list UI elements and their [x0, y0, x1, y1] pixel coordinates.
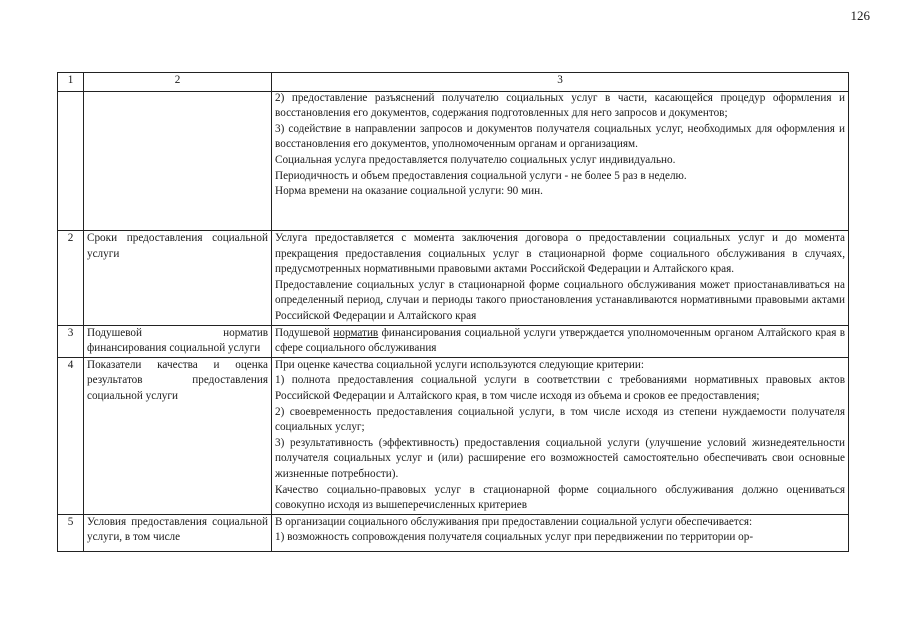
content-paragraph: 2) предоставление разъяснений получателю социальных услуг в части, касающейся процедур оформления и восстановления его документов, содержания подготовленных для него запросов и документов; [275, 91, 845, 120]
text-fragment: финансирования социальной услуги утверждается уполномоченным органом Алтайского края в сфере социального обслуживания [275, 326, 845, 355]
header-col-1: 1 [58, 73, 84, 92]
table-row [58, 325, 849, 357]
table-row [58, 357, 849, 514]
row-content [272, 514, 849, 551]
row-number: 4 [58, 357, 84, 514]
table-header-row [58, 73, 849, 92]
content-paragraph: Социальная услуга предоставляется получателю социальных услуг индивидуально. [275, 153, 676, 166]
page-number: 126 [850, 8, 870, 23]
service-table [57, 72, 849, 552]
row-title: Показатели качества и оценка результатов предоставления социальной услуги [84, 357, 272, 514]
content-paragraph: Предоставление социальных услуг в стационарной форме социального обслуживания может приостанавливаться на определенный период, случаи и периоды такого приостановления устанавливаются нормативными правовыми актами Российской Федерации и Алтайского края [275, 278, 845, 322]
table-row [58, 231, 849, 326]
header-col-2: 2 [84, 73, 272, 92]
row-number: 3 [58, 325, 84, 357]
content-paragraph: В организации социального обслуживания при предоставлении социальной услуги обеспечивается: [275, 515, 753, 528]
content-paragraph: 2) своевременность предоставления социальной услуги, в том числе исходя из степени нуждаемости получателя социальных услуг; [275, 405, 845, 434]
content-paragraph: 1) возможность сопровождения получателя социальных услуг при передвижении по территории ор- [275, 531, 754, 544]
row-number: 2 [58, 231, 84, 326]
row-content [272, 357, 849, 514]
row-title-text: Условия предоставления социальной услуги, в том числе [87, 515, 268, 544]
row-content [272, 325, 849, 357]
row-title [84, 92, 272, 231]
content-paragraph: Качество социально-правовых услуг в стационарной форме социального обслуживания должно оцениваться совокупно исходя из вышеперечисленных критериев [275, 483, 845, 512]
row-title: Сроки предоставления социальной услуги [84, 231, 272, 326]
row-number: 5 [58, 514, 84, 551]
row-content [272, 231, 849, 326]
row-number [58, 92, 84, 231]
table-row [58, 514, 849, 551]
content-paragraph: При оценке качества социальной услуги используются следующие критерии: [275, 358, 644, 371]
content-paragraph: 3) содействие в направлении запросов и документов получателя социальных услуг, необходимых для оформления и восстановления его документов, уполномоченным органам и организациям. [275, 122, 845, 151]
row-title [84, 514, 272, 551]
content-paragraph: 3) результативность (эффективность) предоставления социальной услуги (улучшение условий жизнедеятельности получателя социальных услуг и (или) расширение его возможностей самостоятельно обеспечивать свои основные жизненные потребности). [275, 436, 845, 480]
content-paragraph: 1) полнота предоставления социальной услуги в соответствии с требованиями нормативных правовых актов Российской Федерации и Алтайского края, в том числе исходя из объема и сроков ее предоставления; [275, 374, 845, 402]
row-title: Подушевой норматив финансирования социальной услуги [84, 325, 272, 357]
content-paragraph: Периодичность и объем предоставления социальной услуги - не более 5 раз в неделю. [275, 169, 687, 182]
content-paragraph [275, 326, 845, 357]
header-col-3: 3 [272, 73, 849, 92]
table-row [58, 92, 849, 231]
content-paragraph: Норма времени на оказание социальной услуги: 90 мин. [275, 185, 543, 198]
underlined-term: норматив [333, 326, 379, 339]
row-content [272, 92, 849, 231]
text-fragment: Подушевой [275, 326, 334, 339]
content-paragraph: Услуга предоставляется с момента заключения договора о предоставлении социальных услуг и до момента прекращения предоставления социальных услуг в стационарной форме социального обслуживания в случаях, предусмотренных нормативными правовыми актами Российской Федерации и Алтайского края. [275, 232, 845, 276]
